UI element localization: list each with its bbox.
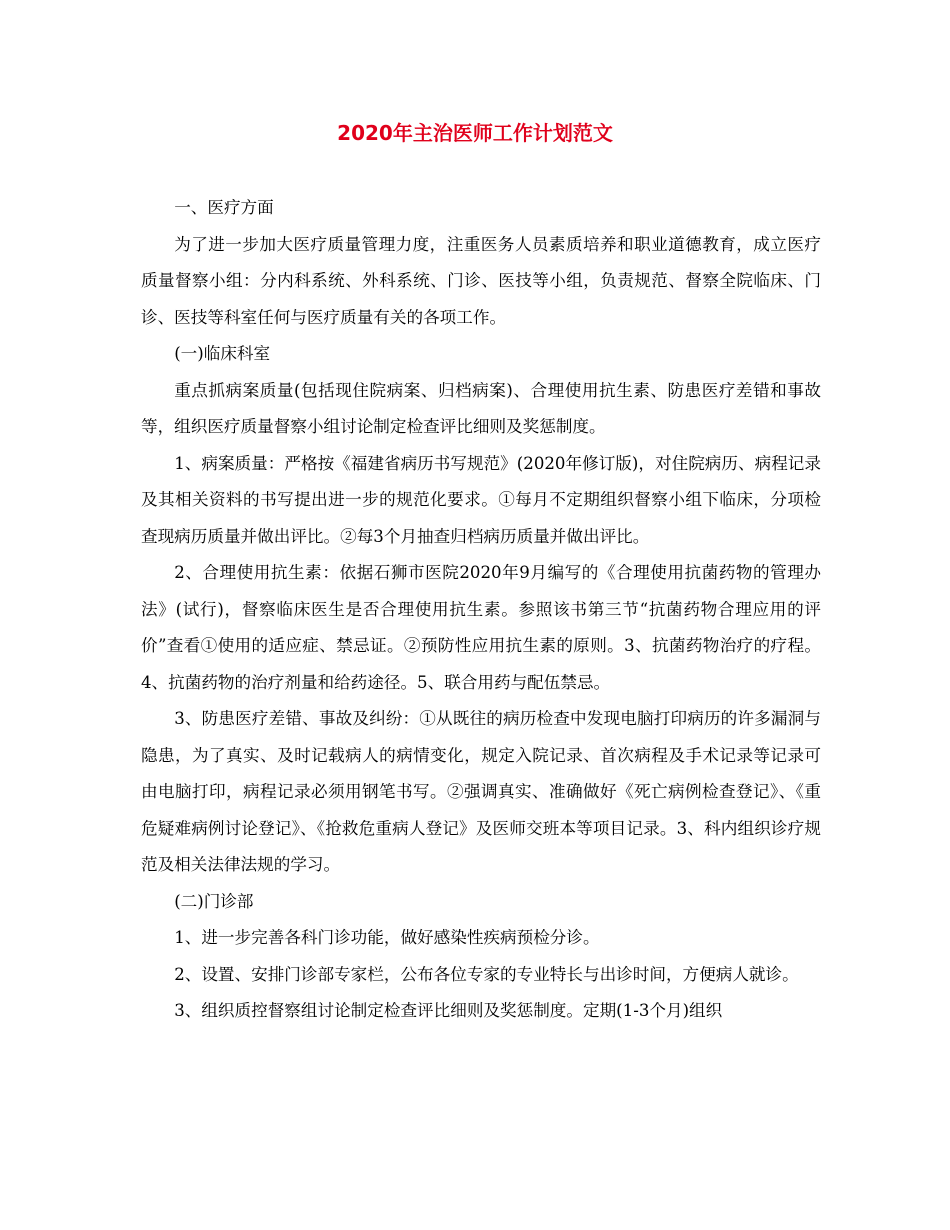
paragraph: 1、进一步完善各科门诊功能，做好感染性疾病预检分诊。	[174, 928, 600, 947]
paragraph: 3、组织质控督察组讨论制定检查评比细则及奖惩制度。定期(1-3个月)组织	[174, 1001, 723, 1020]
subsection-heading: (一)临床科室	[174, 344, 271, 363]
paragraph: 为了进一步加大医疗质量管理力度，注重医务人员素质培养和职业道德教育，成立医疗质量督察小组：分内科系统、外科系统、门诊、医技等小组，负责规范、督察全院临床、门诊、医技等科室任何与医疗质量有关的各项工作。	[141, 234, 821, 327]
paragraph: 2、设置、安排门诊部专家栏，公布各位专家的专业特长与出诊时间，方便病人就诊。	[174, 964, 799, 984]
document-title: 2020年主治医师工作计划范文	[337, 121, 613, 145]
document-body	[141, 190, 821, 1030]
paragraph: 3、防患医疗差错、事故及纠纷：①从既往的病历检查中发现电脑打印病历的许多漏洞与隐患，为了真实、及时记载病人的病情变化，规定入院记录、首次病程及手术记录等记录可由电脑打印，病程记录必须用钢笔书写。②强调真实、准确做好《死亡病例检查登记》、《重危疑难病例讨论登记》、《抢救危重病人登记》及医师交班本等项目记录。3、科内组织诊疗规范及相关法律法规的学习。	[141, 709, 821, 874]
subsection-heading: (二)门诊部	[174, 891, 254, 911]
paragraph: 1、病案质量：严格按《福建省病历书写规范》(2020年修订版)，对住院病历、病程记录及其相关资料的书写提出进一步的规范化要求。①每月不定期组织督察小组下临床，分项检查现病历质量并做出评比。②每3个月抽查归档病历质量并做出评比。	[141, 453, 821, 546]
section-heading: 一、医疗方面	[174, 198, 274, 217]
paragraph: 2、合理使用抗生素：依据石狮市医院2020年9月编写的《合理使用抗菌药物的管理办法》(试行)，督察临床医生是否合理使用抗生素。参照该书第三节“抗菌药物合理应用的评价”查看①使用的适应症、禁忌证。②预防性应用抗生素的原则。3、抗菌药物治疗的疗程。4、抗菌药物的治疗剂量和给药途径。5、联合用药与配伍禁忌。	[141, 563, 821, 692]
paragraph: 重点抓病案质量(包括现住院病案、归档病案)、合理使用抗生素、防患医疗差错和事故等，组织医疗质量督察小组讨论制定检查评比细则及奖惩制度。	[141, 380, 821, 436]
